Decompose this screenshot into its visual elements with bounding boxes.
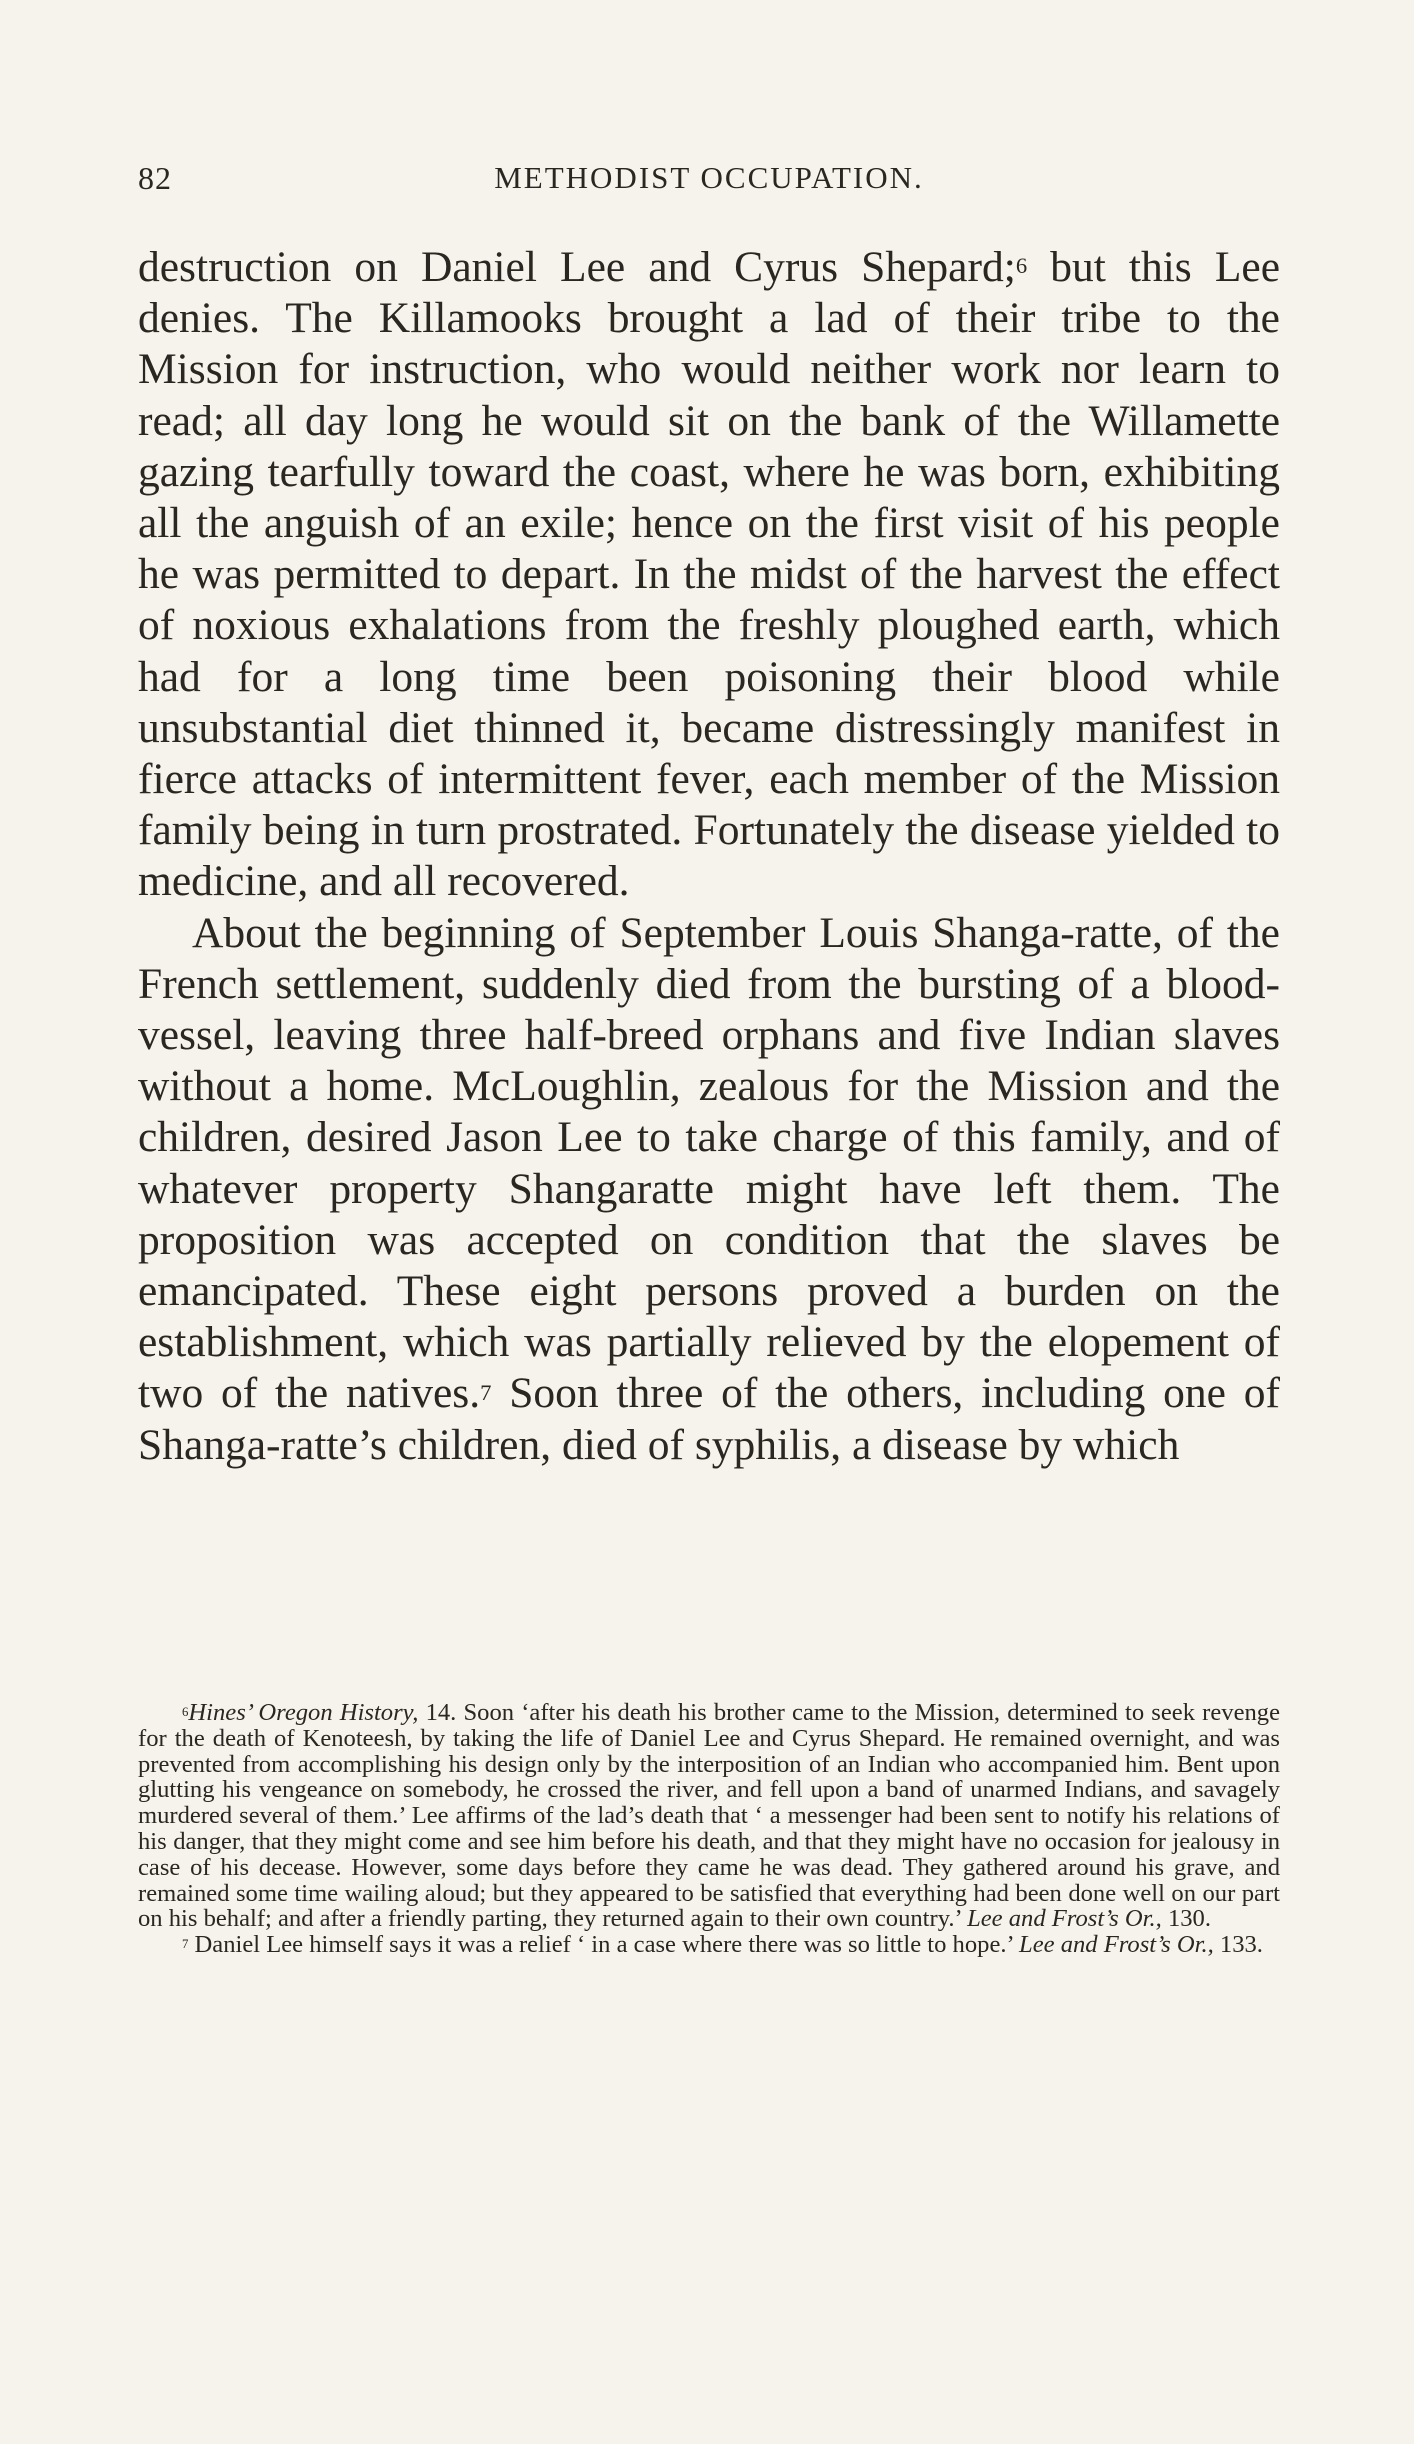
paragraph-2 xyxy=(138,908,1280,1471)
footnote-7 xyxy=(138,1932,1280,1958)
page-header xyxy=(138,160,1280,200)
paragraph-2-text-a: About the beginning of September Louis Shanga-ratte, of the French settlement, suddenly died from the bursting of a blood-vessel, leaving three half-breed orphans and five Indian slaves without a home. McLoughlin, zealous for the Mission and the children, desired Jason Lee to take charge of this family, and of whatever property Shangaratte might have left them. The proposition was accepted on condition that the slaves be emancipated. These eight persons proved a burden on the establishment, which was partially relieved by the elopement of two of the natives. xyxy=(138,908,1280,1418)
footnote-6-text-a: 14. Soon ‘after his death his brother came to the Mission, determined to seek revenge for the death of Kenoteesh, by taking the life of Daniel Lee and Cyrus Shepard. He remained overnight, and was prevented from accomplishing his design only by the interposition of an Indian who accompanied him. Bent upon glutting his vengeance on somebody, he crossed the river, and fell upon a band of unarmed Indians, and savagely murdered several of them.’ Lee affirms of the lad’s death that ‘ a messenger had been sent to notify his relations of his danger, that they might come and see him before his death, and that they might have no occasion for jealousy in case of his decease. However, some days before they came he was dead. They gathered around his grave, and remained some time wailing aloud; but they appeared to be satisfied that everything had been done well on our part on his behalf; and after a friendly parting, they returned again to their own country.’ xyxy=(138,1699,1281,1933)
footnote-ref-6: 6 xyxy=(1015,253,1028,279)
footnote-6 xyxy=(138,1700,1280,1932)
page-number: 82 xyxy=(138,160,172,196)
footnote-7-marker: 7 xyxy=(182,1936,189,1951)
footnote-6-marker: 6 xyxy=(182,1704,189,1719)
running-title: METHODIST OCCUPATION. xyxy=(494,160,924,195)
footnotes xyxy=(138,1700,1280,1958)
paragraph-1 xyxy=(138,242,1280,908)
footnote-7-text-b: 133. xyxy=(1213,1931,1263,1959)
paragraph-2-text-b: Soon three of the others, including one of Shanga-ratte’s children, died of syphilis, a disease by which xyxy=(138,1369,1280,1469)
footnote-6-source-ref: Lee and Frost’s Or., xyxy=(967,1905,1162,1933)
paragraph-1-text-a: destruction on Daniel Lee and Cyrus Shepard; xyxy=(138,243,1016,291)
footnote-6-text-b: 130. xyxy=(1161,1905,1211,1933)
main-text xyxy=(138,242,1280,1471)
footnote-7-text-a: Daniel Lee himself says it was a relief ‘ in a case where there was so little to hope.’ xyxy=(188,1931,1020,1959)
footnote-6-source-title: Hines’ Oregon History, xyxy=(188,1699,419,1726)
footnote-ref-7: 7 xyxy=(480,1379,492,1405)
paragraph-1-text-b: but this Lee denies. The Killamooks brought a lad of their tribe to the Mission for instruction, who would neither work nor learn to read; all day long he would sit on the bank of the Willamette gazing tearfully toward the coast, where he was born, exhibiting all the anguish of an exile; hence on the first visit of his people he was permitted to depart. In the midst of the harvest the effect of noxious exhalations from the freshly ploughed earth, which had for a long time been poisoning their blood while unsubstantial diet thinned it, became distressingly manifest in fierce attacks of intermittent fever, each member of the Mission family being in turn prostrated. Fortunately the disease yielded to medicine, and all recovered. xyxy=(138,243,1281,906)
footnote-7-source-ref: Lee and Frost’s Or., xyxy=(1019,1931,1214,1959)
